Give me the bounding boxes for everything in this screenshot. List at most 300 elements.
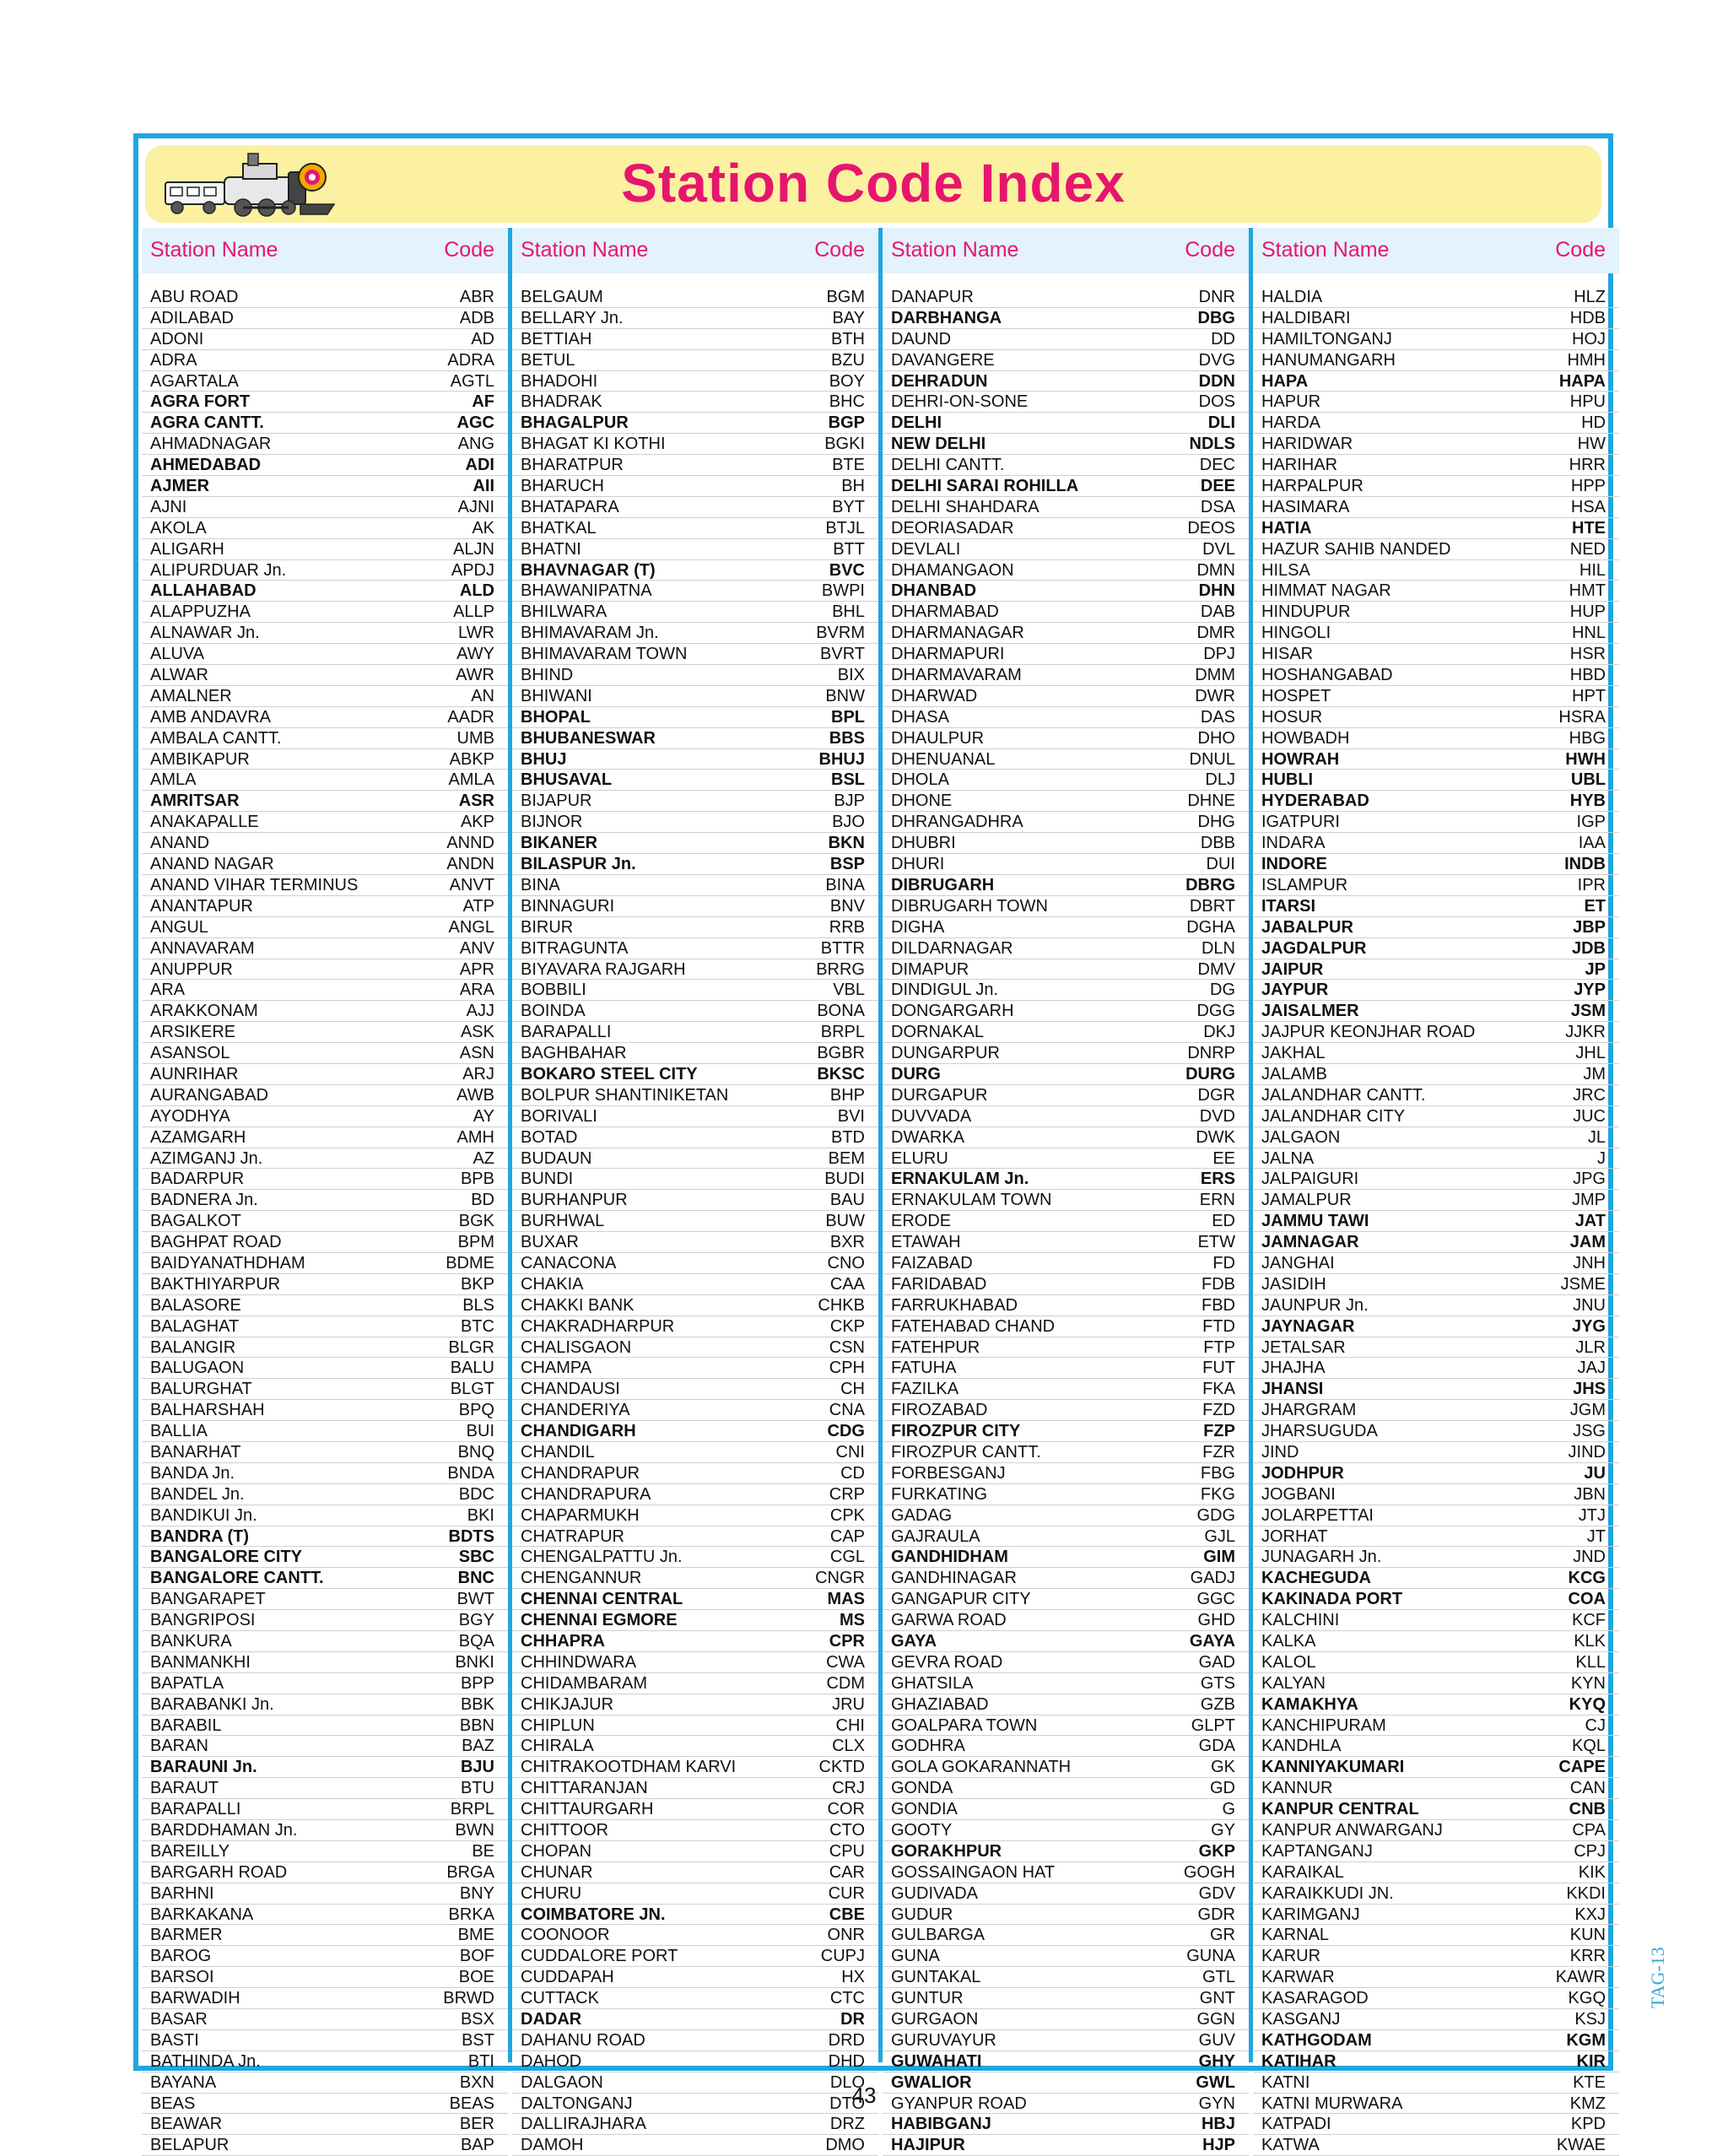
station-row	[1253, 434, 1619, 455]
station-name: GAJRAULA	[891, 1526, 980, 1546]
station-code: BSL	[831, 770, 865, 790]
station-row	[883, 1589, 1249, 1610]
station-code: BHC	[829, 392, 865, 412]
station-row	[512, 1757, 878, 1778]
header-station-name: Station Name	[150, 238, 278, 262]
station-code: DG	[1210, 981, 1235, 1000]
station-row	[1253, 1988, 1619, 2009]
station-row	[142, 854, 508, 875]
station-row	[142, 1400, 508, 1421]
station-row	[1253, 476, 1619, 497]
station-name: BAYANA	[150, 2072, 217, 2092]
station-name: ETAWAH	[891, 1233, 961, 1252]
station-code: HAPA	[1558, 371, 1606, 391]
station-name: DAMOH	[521, 2136, 584, 2155]
station-name: GANGAPUR CITY	[891, 1590, 1031, 1609]
station-row	[1253, 350, 1619, 371]
station-name: HAPUR	[1261, 392, 1321, 412]
station-row	[512, 329, 878, 350]
station-row	[1253, 1379, 1619, 1400]
station-code: GWL	[1196, 2072, 1235, 2092]
station-name: BEAWAR	[150, 2115, 223, 2134]
station-code: DVD	[1199, 1106, 1235, 1126]
station-name: JALPAIGURI	[1261, 1170, 1359, 1189]
station-name: HATIA	[1261, 518, 1312, 538]
station-code: LWR	[458, 624, 494, 643]
station-code: DTO	[829, 2094, 865, 2113]
station-name: JOGBANI	[1261, 1484, 1336, 1504]
station-row	[142, 1442, 508, 1463]
station-code: BDTS	[448, 1526, 494, 1546]
station-name: BANKURA	[150, 1632, 232, 1651]
station-row	[883, 2051, 1249, 2072]
station-code: AKP	[460, 813, 494, 832]
station-code: CAPE	[1558, 1758, 1606, 1777]
station-code: ABR	[459, 288, 494, 306]
station-name: HOSPET	[1261, 686, 1331, 705]
station-name: GARWA ROAD	[891, 1611, 1007, 1630]
station-name: GONDIA	[891, 1800, 958, 1819]
station-code: ALLP	[453, 602, 494, 622]
station-row	[1253, 1526, 1619, 1548]
station-code: ONR	[827, 1926, 865, 1945]
station-code: ADB	[459, 308, 494, 327]
station-row	[512, 1253, 878, 1274]
station-code: BLS	[462, 1295, 494, 1315]
station-row	[883, 875, 1249, 896]
station-row	[512, 560, 878, 581]
station-code: HTE	[1572, 518, 1606, 538]
station-row	[142, 371, 508, 392]
station-code: DPJ	[1203, 645, 1235, 664]
station-row	[512, 1358, 878, 1379]
station-row	[1253, 707, 1619, 728]
station-row	[883, 686, 1249, 707]
station-code: CTO	[829, 1821, 865, 1840]
station-name: BAGHBAHAR	[521, 1044, 627, 1063]
station-row	[512, 581, 878, 602]
station-name: BUNDI	[521, 1170, 574, 1189]
station-code: DGG	[1196, 1002, 1235, 1021]
station-code: GIM	[1203, 1548, 1235, 1567]
station-row	[512, 1001, 878, 1022]
station-code: BNV	[829, 896, 865, 916]
station-code: BUDI	[824, 1170, 865, 1189]
station-name: FIROZABAD	[891, 1401, 988, 1420]
station-row	[1253, 1946, 1619, 1967]
station-row	[1253, 497, 1619, 518]
station-row	[142, 2135, 508, 2156]
station-name: BASTI	[150, 2030, 199, 2050]
station-code: DWK	[1196, 1127, 1235, 1147]
station-name: CHANDRAPURA	[521, 1484, 651, 1504]
station-name: GHAZIABAD	[891, 1694, 989, 1714]
station-code: KXJ	[1574, 1905, 1606, 1924]
station-row	[512, 875, 878, 896]
station-code: JSME	[1560, 1274, 1606, 1294]
station-code: DEC	[1199, 456, 1235, 475]
station-code: DRD	[828, 2030, 865, 2050]
station-code: ALJN	[453, 539, 494, 559]
station-row	[512, 896, 878, 917]
station-code: DRZ	[829, 2115, 865, 2134]
station-row	[142, 1316, 508, 1337]
station-row	[142, 1862, 508, 1883]
station-name: JAYNAGAR	[1261, 1316, 1355, 1336]
station-row	[512, 2135, 878, 2156]
station-name: BARHNI	[150, 1883, 214, 1903]
station-name: NEW DELHI	[891, 435, 986, 454]
station-code: DBRG	[1185, 875, 1235, 894]
station-row	[142, 1547, 508, 1568]
station-row	[512, 833, 878, 854]
station-row	[883, 1253, 1249, 1274]
station-name: BARDDHAMAN Jn.	[150, 1821, 298, 1840]
station-code: JND	[1573, 1548, 1606, 1567]
station-name: GONDA	[891, 1779, 953, 1798]
station-row	[512, 1736, 878, 1757]
station-row	[142, 623, 508, 644]
station-name: DILDARNAGAR	[891, 938, 1013, 958]
station-row	[142, 329, 508, 350]
station-name: FIROZPUR CANTT.	[891, 1442, 1041, 1462]
station-code: GDR	[1197, 1905, 1235, 1924]
station-name: BHIND	[521, 666, 574, 685]
station-code: BYT	[832, 497, 865, 516]
station-row	[1253, 1463, 1619, 1484]
station-code: DNUL	[1189, 749, 1235, 769]
station-row	[512, 1694, 878, 1716]
station-row	[883, 2030, 1249, 2051]
station-name: DIGHA	[891, 917, 945, 937]
station-code: CH	[840, 1380, 865, 1399]
station-code: CJ	[1585, 1716, 1606, 1735]
station-code: CSN	[829, 1337, 865, 1357]
station-row	[1253, 875, 1619, 896]
station-code: CNI	[835, 1442, 865, 1462]
station-name: ALWAR	[150, 666, 208, 685]
station-code: G	[1222, 1800, 1235, 1819]
station-row	[142, 1988, 508, 2009]
station-row	[1253, 1337, 1619, 1359]
station-name: KASARAGOD	[1261, 1989, 1369, 2008]
station-row	[1253, 1400, 1619, 1421]
station-name: BAKTHIYARPUR	[150, 1274, 281, 1294]
station-code: HBD	[1569, 666, 1606, 685]
station-name: DELHI SARAI ROHILLA	[891, 477, 1079, 496]
station-code: IPR	[1577, 875, 1606, 894]
station-name: BIKANER	[521, 834, 598, 853]
station-code: JJKR	[1565, 1023, 1606, 1042]
station-code: NDLS	[1189, 435, 1235, 454]
station-row	[1253, 1232, 1619, 1253]
station-name: FATUHA	[891, 1359, 957, 1378]
station-row	[512, 1190, 878, 1211]
station-row	[883, 1652, 1249, 1673]
station-row	[142, 1967, 508, 1988]
station-code: CRP	[829, 1484, 865, 1504]
station-name: BAPATLA	[150, 1673, 224, 1693]
station-name: CHITRAKOOTDHAM KARVI	[521, 1758, 737, 1777]
station-name: BANDEL Jn.	[150, 1484, 245, 1504]
station-name: CANACONA	[521, 1253, 617, 1273]
station-code: FD	[1212, 1253, 1235, 1273]
station-name: COIMBATORE JN.	[521, 1905, 666, 1924]
station-row	[512, 1148, 878, 1170]
station-row	[883, 287, 1249, 308]
station-name: DAUND	[891, 329, 952, 349]
station-row	[1253, 518, 1619, 539]
station-code: ASN	[459, 1044, 494, 1063]
station-row	[1253, 413, 1619, 434]
station-row	[883, 1001, 1249, 1022]
station-code: BTJL	[825, 518, 865, 538]
station-name: CHURU	[521, 1883, 582, 1903]
station-code: AMH	[456, 1127, 494, 1147]
station-name: BHAVNAGAR (T)	[521, 560, 656, 580]
station-row	[512, 1778, 878, 1799]
station-row	[883, 1820, 1249, 1841]
station-name: BHAGAT KI KOTHI	[521, 435, 666, 454]
station-code: GTL	[1202, 1968, 1235, 1987]
station-code: VBL	[833, 981, 865, 1000]
station-name: HAZUR SAHIB NANDED	[1261, 539, 1451, 559]
station-code: BBS	[829, 728, 865, 748]
station-row	[142, 518, 508, 539]
station-row	[142, 1001, 508, 1022]
station-row	[142, 1295, 508, 1316]
station-code: DLN	[1201, 938, 1235, 958]
header-code: Code	[1555, 238, 1606, 262]
station-name: BOINDA	[521, 1002, 586, 1021]
station-name: CHIDAMBARAM	[521, 1673, 648, 1693]
station-name: DHARMAVARAM	[891, 666, 1022, 685]
station-name: DURGAPUR	[891, 1085, 988, 1105]
station-name: BALASORE	[150, 1295, 241, 1315]
station-name: BHARUCH	[521, 477, 604, 496]
station-row	[883, 1694, 1249, 1716]
station-row	[883, 413, 1249, 434]
station-name: BHUBANESWAR	[521, 728, 656, 748]
station-row	[142, 350, 508, 371]
station-code: JBN	[1574, 1484, 1606, 1504]
station-name: ALNAWAR Jn.	[150, 624, 260, 643]
station-row	[883, 602, 1249, 623]
station-row	[883, 1421, 1249, 1442]
station-row	[883, 1946, 1249, 1967]
station-row	[1253, 1211, 1619, 1232]
station-name: BADARPUR	[150, 1170, 245, 1189]
station-name: KALYAN	[1261, 1673, 1326, 1693]
station-row	[1253, 749, 1619, 770]
station-name: FIROZPUR CITY	[891, 1422, 1021, 1441]
station-name: HOWBADH	[1261, 728, 1350, 748]
station-code: HUP	[1569, 602, 1606, 622]
station-row	[883, 434, 1249, 455]
station-name: BALHARSHAH	[150, 1401, 265, 1420]
station-code: CDG	[827, 1422, 865, 1441]
station-name: BINA	[521, 875, 560, 894]
station-code: HX	[841, 1968, 865, 1987]
station-code: JHS	[1573, 1380, 1606, 1399]
station-code: BJP	[834, 792, 865, 811]
station-name: CHANDAUSI	[521, 1380, 620, 1399]
station-code: BUI	[466, 1422, 494, 1441]
station-name: BARWADIH	[150, 1989, 240, 2008]
station-row	[512, 1631, 878, 1652]
station-code: BGM	[826, 288, 865, 306]
station-code: CKP	[829, 1316, 865, 1336]
station-row	[512, 980, 878, 1001]
station-row	[1253, 1148, 1619, 1170]
station-row	[142, 1127, 508, 1148]
station-row	[883, 707, 1249, 728]
station-code: ABKP	[449, 749, 494, 769]
station-name: BUDAUN	[521, 1148, 592, 1168]
station-row	[142, 539, 508, 560]
station-name: BELAPUR	[150, 2136, 230, 2155]
station-code: BH	[841, 477, 865, 496]
station-code: BNQ	[457, 1442, 494, 1462]
station-name: GHATSILA	[891, 1673, 974, 1693]
station-code: BTI	[467, 2051, 494, 2071]
station-name: INDARA	[1261, 834, 1326, 853]
station-row	[883, 623, 1249, 644]
station-row	[142, 728, 508, 749]
station-row	[512, 1106, 878, 1127]
station-name: BAGALKOT	[150, 1212, 241, 1231]
station-name: BALAGHAT	[150, 1316, 240, 1336]
station-row	[512, 1883, 878, 1905]
station-code: DLI	[1207, 413, 1235, 433]
station-name: GEVRA ROAD	[891, 1652, 1003, 1672]
station-name: CHANDERIYA	[521, 1401, 630, 1420]
station-code: GD	[1210, 1779, 1235, 1798]
station-row	[512, 2009, 878, 2030]
station-name: CHUNAR	[521, 1862, 593, 1882]
station-name: BITRAGUNTA	[521, 938, 629, 958]
station-name: HARIDWAR	[1261, 435, 1353, 454]
station-row	[512, 518, 878, 539]
station-code: DUI	[1206, 855, 1235, 874]
station-name: BANGALORE CITY	[150, 1548, 302, 1567]
station-code: UMB	[456, 728, 494, 748]
station-code: CHI	[835, 1716, 865, 1735]
header-station-name: Station Name	[1261, 238, 1390, 262]
station-row	[142, 1820, 508, 1841]
station-row	[883, 917, 1249, 938]
station-row	[142, 833, 508, 854]
station-code: CPK	[829, 1505, 865, 1525]
station-row	[512, 623, 878, 644]
station-name: JHAJHA	[1261, 1359, 1326, 1378]
station-row	[1253, 665, 1619, 686]
station-code: DHD	[828, 2051, 865, 2071]
station-row	[142, 1106, 508, 1127]
station-name: ERNAKULAM TOWN	[891, 1191, 1052, 1210]
station-name: FORBESGANJ	[891, 1463, 1006, 1483]
station-row	[883, 371, 1249, 392]
station-code: BGY	[458, 1611, 494, 1630]
station-row	[142, 2030, 508, 2051]
station-name: JAUNPUR Jn.	[1261, 1295, 1369, 1315]
station-code: DWR	[1195, 686, 1235, 705]
station-row	[1253, 1568, 1619, 1589]
station-code: DHO	[1197, 728, 1235, 748]
station-row	[1253, 1820, 1619, 1841]
station-code: DLJ	[1205, 770, 1235, 790]
station-name: DADAR	[521, 2010, 582, 2029]
station-row	[1253, 833, 1619, 854]
station-name: BOKARO STEEL CITY	[521, 1064, 698, 1083]
station-row	[1253, 1505, 1619, 1526]
station-row	[1253, 1967, 1619, 1988]
station-name: BORIVALI	[521, 1106, 597, 1126]
station-row	[1253, 1064, 1619, 1085]
station-code: KSJ	[1574, 2010, 1606, 2029]
station-row	[883, 1316, 1249, 1337]
station-code: KLL	[1575, 1652, 1606, 1672]
station-row	[1253, 1925, 1619, 1946]
station-name: FURKATING	[891, 1484, 988, 1504]
station-name: KANPUR CENTRAL	[1261, 1800, 1419, 1819]
station-rows	[142, 287, 508, 2156]
station-code: KGM	[1566, 2030, 1606, 2050]
station-code: MAS	[827, 1590, 865, 1609]
station-row	[883, 1085, 1249, 1106]
station-name: KASGANJ	[1261, 2010, 1341, 2029]
station-code: BRRG	[816, 959, 865, 979]
station-code: CTC	[829, 1989, 865, 2008]
station-row	[512, 938, 878, 959]
station-name: ADRA	[150, 350, 197, 370]
station-name: BEAS	[150, 2094, 196, 2113]
station-row	[883, 833, 1249, 854]
station-name: INDORE	[1261, 855, 1327, 874]
station-name: BURHWAL	[521, 1212, 605, 1231]
station-code: ERN	[1199, 1191, 1235, 1210]
station-code: ANND	[446, 834, 494, 853]
station-code: CDM	[826, 1673, 865, 1693]
station-code: BBN	[459, 1716, 494, 1735]
station-code: CHKB	[818, 1295, 865, 1315]
station-code: BKSC	[817, 1064, 865, 1083]
station-name: CHENGALPATTU Jn.	[521, 1548, 683, 1567]
station-row	[1253, 392, 1619, 413]
station-name: HOSHANGABAD	[1261, 666, 1393, 685]
station-name: HAPA	[1261, 371, 1309, 391]
station-name: ALIPURDUAR Jn.	[150, 560, 287, 580]
station-row	[142, 1946, 508, 1967]
station-row	[883, 1925, 1249, 1946]
station-name: DHARMABAD	[891, 602, 999, 622]
station-row	[512, 1211, 878, 1232]
station-code: BNW	[825, 686, 865, 705]
station-code: COR	[827, 1800, 865, 1819]
station-name: DUVVADA	[891, 1106, 972, 1126]
station-row	[883, 476, 1249, 497]
index-column-4	[1253, 228, 1619, 2155]
station-code: JSG	[1573, 1422, 1606, 1441]
station-code: KRR	[1569, 1947, 1606, 1966]
station-name: DHOLA	[891, 770, 949, 790]
station-code: GR	[1210, 1926, 1235, 1945]
station-code: CUR	[828, 1883, 865, 1903]
station-code: BBK	[460, 1694, 494, 1714]
station-code: BSX	[460, 2010, 494, 2029]
station-code: GKP	[1198, 1841, 1235, 1861]
station-name: DHURI	[891, 855, 945, 874]
